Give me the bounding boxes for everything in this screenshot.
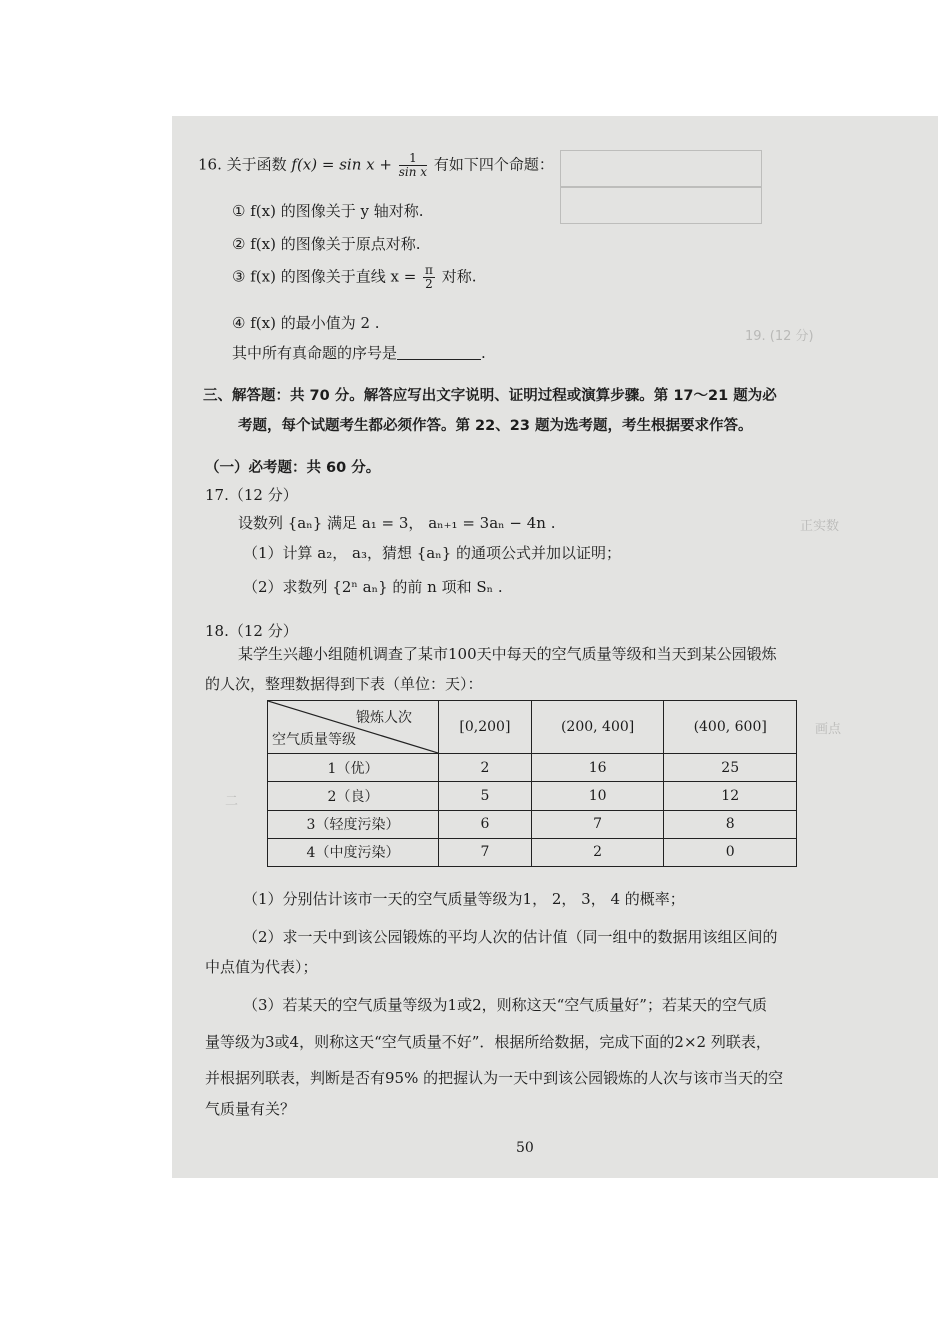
table-row [268, 754, 797, 782]
q18-intro-cont: 的人次，整理数据得到下表（单位：天）： [205, 675, 483, 693]
table-cell: 25 [664, 754, 797, 782]
table-cell: 2 [439, 754, 532, 782]
table-cell: 12 [664, 782, 797, 810]
answer-blank [397, 359, 481, 360]
q16-stem: 16. 关于函数 f(x) = sin x + $\frac{1}{\text{sin x}}$ 有如下四个命题： [198, 151, 554, 179]
q18-part-3-cont: 并根据列联表，判断是否有95% 的把握认为一天中到该公园锻炼的人次与该市当天的空 [205, 1069, 784, 1087]
q18-part-3-cont: 气质量有关？ [205, 1100, 296, 1118]
row-label: 3（轻度污染） [268, 810, 439, 838]
q18-heading: 18.（12 分） [205, 622, 298, 640]
q17-stem: 设数列 {aₙ} 满足 a₁ = 3， aₙ₊₁ = 3aₙ − 4n . [238, 514, 556, 532]
q18-part-1: （1）分别估计该市一天的空气质量等级为1， 2， 3， 4 的概率； [243, 890, 685, 908]
air-quality-table [267, 700, 797, 867]
q16-question: 其中所有真命题的序号是 . [232, 344, 486, 362]
table-corner-cell [268, 701, 439, 754]
corner-bottom-label: 空气质量等级 [272, 732, 356, 748]
bleed-through-text: 画点 [815, 722, 842, 737]
q18-part-3: （3）若某天的空气质量等级为1或2，则称这天“空气质量好”；若某天的空气质 [243, 996, 767, 1014]
table-row [268, 838, 797, 866]
part-1-heading: （一）必考题：共 60 分。 [205, 460, 381, 476]
bleed-through-text: 二 [225, 794, 239, 809]
table-row [268, 782, 797, 810]
table-cell: 7 [531, 810, 664, 838]
table-cell: 10 [531, 782, 664, 810]
q17-part-2: （2）求数列 {2ⁿ aₙ} 的前 n 项和 Sₙ . [243, 578, 503, 596]
section-3-title-cont: 考题，每个试题考生都必须作答。第 22、23 题为选考题，考生根据要求作答。 [238, 418, 753, 434]
bleed-through-table [560, 186, 762, 188]
q18-part-2-cont: 中点值为代表）； [205, 958, 318, 976]
table-row [268, 810, 797, 838]
q18-intro: 某学生兴趣小组随机调查了某市100天中每天的空气质量等级和当天到某公园锻炼 [238, 645, 777, 663]
table-cell: 16 [531, 754, 664, 782]
table-cell: 0 [664, 838, 797, 866]
fraction-one-over-sinx: $\frac{1}{\text{sin x}}$ [398, 151, 428, 179]
q18-part-2: （2）求一天中到该公园锻炼的平均人次的估计值（同一组中的数据用该组区间的 [243, 928, 778, 946]
q16-proposition-2: ② f(x) 的图像关于原点对称. [232, 235, 421, 253]
table-column-header: (400, 600] [664, 701, 797, 754]
bleed-through-text: 19. (12 分) [745, 329, 814, 344]
row-label: 1（优） [268, 754, 439, 782]
bleed-through-text: 正实数 [800, 519, 840, 534]
q17-part-1: （1）计算 a₂， a₃，猜想 {aₙ} 的通项公式并加以证明； [243, 544, 622, 562]
table-header-row [268, 701, 797, 754]
section-3-title: 三、解答题：共 70 分。解答应写出文字说明、证明过程或演算步骤。第 17～21 题为必 [203, 388, 777, 404]
corner-top-label: 锻炼人次 [356, 710, 412, 726]
table-cell: 8 [664, 810, 797, 838]
q18-part-3-cont: 量等级为3或4，则称这天“空气质量不好”．根据所给数据，完成下面的2×2 列联表， [205, 1033, 771, 1051]
fraction-pi-over-2: $\frac{\pi}{2}$ [425, 263, 433, 291]
page-number: 50 [516, 1140, 534, 1156]
table-cell: 5 [439, 782, 532, 810]
table-column-header: [0,200] [439, 701, 532, 754]
q16-proposition-3: ③ f(x) 的图像关于直线 x = $\frac{\pi}{2}$ 对称. [232, 263, 477, 291]
table-cell: 7 [439, 838, 532, 866]
q16-proposition-4: ④ f(x) 的最小值为 2 . [232, 314, 380, 332]
table-column-header: (200, 400] [531, 701, 664, 754]
row-label: 4（中度污染） [268, 838, 439, 866]
q16-proposition-1: ① f(x) 的图像关于 y 轴对称. [232, 202, 424, 220]
table-cell: 2 [531, 838, 664, 866]
q17-heading: 17.（12 分） [205, 486, 298, 504]
table-cell: 6 [439, 810, 532, 838]
row-label: 2（良） [268, 782, 439, 810]
